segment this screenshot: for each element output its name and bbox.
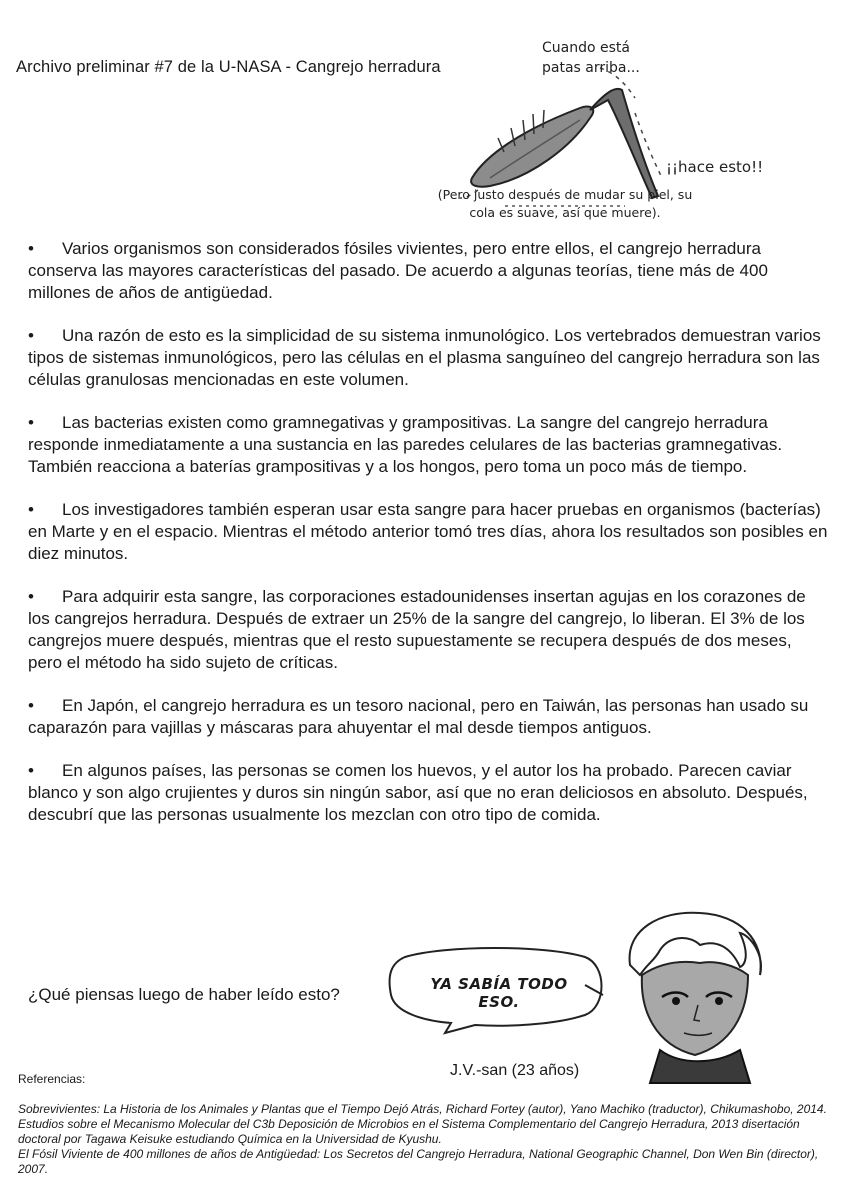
upside-down-caption: Cuando está patas arriba...	[542, 40, 640, 76]
paragraph-5	[28, 586, 828, 674]
molting-note: (Pero justo después de mudar su piel, su cola es suave, así que muere).	[437, 187, 693, 220]
paragraph-1	[28, 238, 828, 304]
character-portrait	[600, 905, 790, 1085]
reference-item: Sobrevivientes: La Historia de los Animales y Plantas que el Tiempo Dejó Atrás, Richard Fortey (autor), Yano Machiko (traductor), Chikumashobo, 2014.	[18, 1102, 827, 1116]
references-list	[18, 1102, 833, 1177]
paragraph-3	[28, 412, 828, 478]
paragraph-text: Las bacterias existen como gramnegativas y grampositivas. La sangre del cangrejo herradura responde inmediatamente a una sustancia en las paredes celulares de las bacterias gramnegativas. También reacciona a baterías grampositivas y a los hongos, pero toma un poco más de tiempo.	[28, 413, 783, 476]
references-heading: Referencias:	[18, 1072, 86, 1086]
closing-question: ¿Qué piensas luego de haber leído esto?	[28, 985, 340, 1004]
paragraph-text: Para adquirir esta sangre, las corporaciones estadounidenses insertan agujas en los corazones de los cangrejos herradura. Después de extraer un 25% de la sangre del cangrejo, lo liberan. El 3% de los cangrejos muere después, mientras que el resto supuestamente se recupera después de dos meses, pero el método ha sido sujeto de críticas.	[28, 587, 806, 672]
paragraph-text: Una razón de esto es la simplicidad de su sistema inmunológico. Los vertebrados demuestran varios tipos de sistemas inmunológicos, pero las células en el plasma sanguíneo del cangrejo herradura son las células granulosas mencionadas en este volumen.	[28, 326, 821, 389]
article-body	[28, 238, 828, 847]
bullet-icon: •	[28, 326, 34, 345]
paragraph-text: En algunos países, las personas se comen los huevos, y el autor los ha probado. Parecen caviar blanco y son algo crujientes y duros sin ningún sabor, así que no eran deliciosos en absoluto. Después, descubrí que las personas usualmente los mezclan con otro tipo de comida.	[28, 761, 808, 824]
character-caption: J.V.-san (23 años)	[450, 1062, 580, 1079]
page-title: Archivo preliminar #7 de la U-NASA - Cangrejo herradura	[16, 58, 441, 76]
reference-item: El Fósil Viviente de 400 millones de años de Antigüedad: Los Secretos del Cangrejo Herradura, National Geographic Channel, Don Wen Bin (director), 2007.	[18, 1147, 819, 1176]
bullet-icon: •	[28, 761, 34, 780]
speech-bubble	[385, 945, 605, 1035]
paragraph-6	[28, 695, 828, 739]
bullet-icon: •	[28, 587, 34, 606]
paragraph-2	[28, 325, 828, 391]
character-drawing	[600, 905, 790, 1085]
bullet-icon: •	[28, 500, 34, 519]
bullet-icon: •	[28, 696, 34, 715]
speech-text: YA SABÍA TODO ESO.	[430, 975, 568, 1011]
bullet-icon: •	[28, 239, 34, 258]
paragraph-4	[28, 499, 828, 565]
paragraph-text: Varios organismos son considerados fósiles vivientes, pero entre ellos, el cangrejo herradura conserva las mayores características del pasado. De acuerdo a algunas teorías, tiene más de 400 millones de años de antigüedad.	[28, 239, 768, 302]
paragraph-text: Los investigadores también esperan usar esta sangre para hacer pruebas en organismos (bacterías) en Marte y en el espacio. Mientras el método anterior tomó tres días, ahora los resultados son posibles en diez minutos.	[28, 500, 828, 563]
paragraph-7	[28, 760, 828, 826]
bullet-icon: •	[28, 413, 34, 432]
does-this-caption: ¡¡hace esto!!	[666, 158, 764, 176]
horseshoe-crab-illustration	[430, 28, 840, 233]
reference-item: Estudios sobre el Mecanismo Molecular del C3b Deposición de Microbios en el Sistema Complementario del Cangrejo Herradura, 2013 disertación doctoral por Tagawa Keisuke estudiando Química en la Universidad de Kyushu.	[18, 1117, 800, 1146]
paragraph-text: En Japón, el cangrejo herradura es un tesoro nacional, pero en Taiwán, las personas han usado su caparazón para vajillas y máscaras para ahuyentar el mal desde tiempos antiguos.	[28, 696, 809, 737]
